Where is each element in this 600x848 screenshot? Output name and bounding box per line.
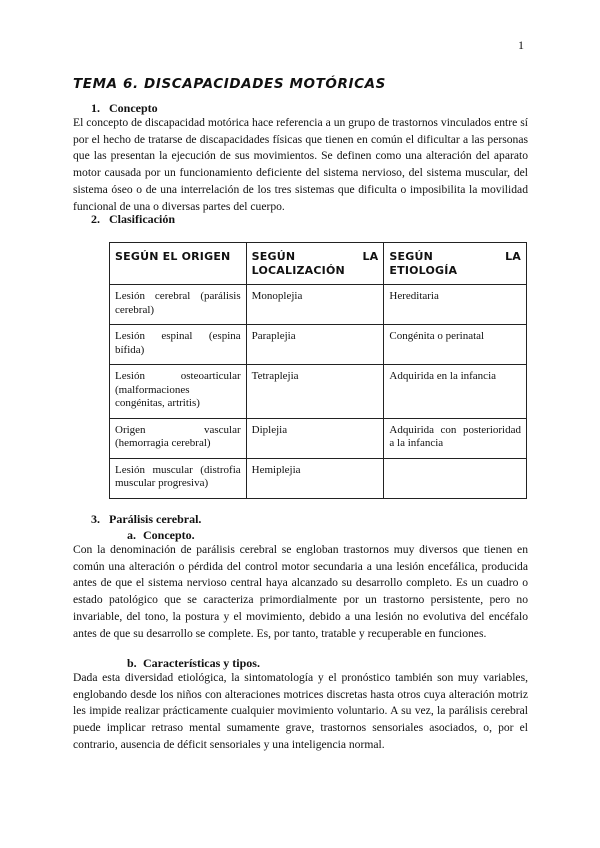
section-2-title: Clasificación xyxy=(109,212,175,226)
section-3-title: Parálisis cerebral. xyxy=(109,512,202,526)
subsection-b-label: b. xyxy=(127,656,137,670)
table-cell: Lesión osteoarticular (malformaciones congénitas, artritis) xyxy=(110,365,247,419)
subsection-b-paragraph: Dada esta diversidad etiológica, la sintomatología y el pronóstico también son muy variables, englobando desde los niños con alteraciones motrices discretas hasta otros cuya alteración motriz les impide realizar prácticamente cualquier movimiento voluntario. A su vez, la parálisis cerebral puede implicar retraso mental sumamente grave, trastornos sensoriales asociados, o, por el contrario, ausencia de déficit sensoriales y una inteligencia normal. xyxy=(73,671,528,751)
table-cell: Lesión espinal (espina bífida) xyxy=(110,325,247,365)
section-1-number: 1. xyxy=(91,101,100,115)
table-header-cell: SEGÚN EL ORIGEN xyxy=(110,243,247,285)
table-row xyxy=(110,458,527,498)
table-cell xyxy=(384,458,527,498)
table-row xyxy=(110,365,527,419)
table-cell: Paraplejia xyxy=(246,325,384,365)
subsection-b-title: Características y tipos. xyxy=(143,656,260,670)
table-cell: Lesión cerebral (parálisis cerebral) xyxy=(110,285,247,325)
table-cell: Adquirida con posterioridad a la infancia xyxy=(384,418,527,458)
table-header-row xyxy=(110,243,527,285)
table-row xyxy=(110,418,527,458)
subsection-a-label: a. xyxy=(127,528,136,542)
subsection-b-heading xyxy=(127,656,260,671)
section-1-paragraph: El concepto de discapacidad motórica hace referencia a un grupo de trastornos vinculados entre sí por el hecho de tratarse de discapacidades físicas que tienen en común el dificultar a las personas que las presentan la ejecución de sus movimientos. Se definen como una alteración del aparato motor causada por un funcionamiento deficiente del sistema nervioso, del sistema muscular, del sistema óseo o de una interrelación de los tres sistemas que dificulta o imposibilita la movilidad funcional de una o diversas partes del cuerpo. xyxy=(73,116,528,213)
table-cell: Diplejia xyxy=(246,418,384,458)
table-header-cell: SEGÚN LA ETIOLOGÍA xyxy=(384,243,527,285)
subsection-a-heading xyxy=(127,528,195,543)
table-cell: Tetraplejia xyxy=(246,365,384,419)
page-number: 1 xyxy=(518,38,524,52)
subsection-a-paragraph: Con la denominación de parálisis cerebral se engloban trastornos muy diversos que tienen en común una alteración o pérdida del control motor secundaria a una lesión encefálica, producida antes de que el sistema nervioso central haya alcanzado su desarrollo completo. Es un cuadro o estado patológico que se caracteriza primordialmente por un trastorno persistente, pero no invariable, del tono, la postura y el movimiento, debido a una lesión no evolutiva del encéfalo antes de que su desarrollo se complete. Es, por tanto, tratable y recuperable en funciones. xyxy=(73,543,528,640)
table-cell: Hereditaria xyxy=(384,285,527,325)
table-header-cell: SEGÚN LA LOCALIZACIÓN xyxy=(246,243,384,285)
section-1-heading xyxy=(91,101,158,116)
table-cell: Monoplejia xyxy=(246,285,384,325)
table-row xyxy=(110,325,527,365)
table-cell: Congénita o perinatal xyxy=(384,325,527,365)
table-cell: Hemiplejia xyxy=(246,458,384,498)
section-2-heading xyxy=(91,212,175,227)
section-3-heading xyxy=(91,512,201,527)
table-cell: Lesión muscular (distrofia muscular progresiva) xyxy=(110,458,247,498)
subsection-a-title: Concepto. xyxy=(143,528,195,542)
table-cell: Adquirida en la infancia xyxy=(384,365,527,419)
section-3-number: 3. xyxy=(91,512,100,526)
section-1-title: Concepto xyxy=(109,101,158,115)
section-2-number: 2. xyxy=(91,212,100,226)
classification-table xyxy=(109,242,527,499)
table-row xyxy=(110,285,527,325)
document-title: TEMA 6. DISCAPACIDADES MOTÓRICAS xyxy=(73,76,386,92)
table-cell: Origen vascular (hemorragia cerebral) xyxy=(110,418,247,458)
